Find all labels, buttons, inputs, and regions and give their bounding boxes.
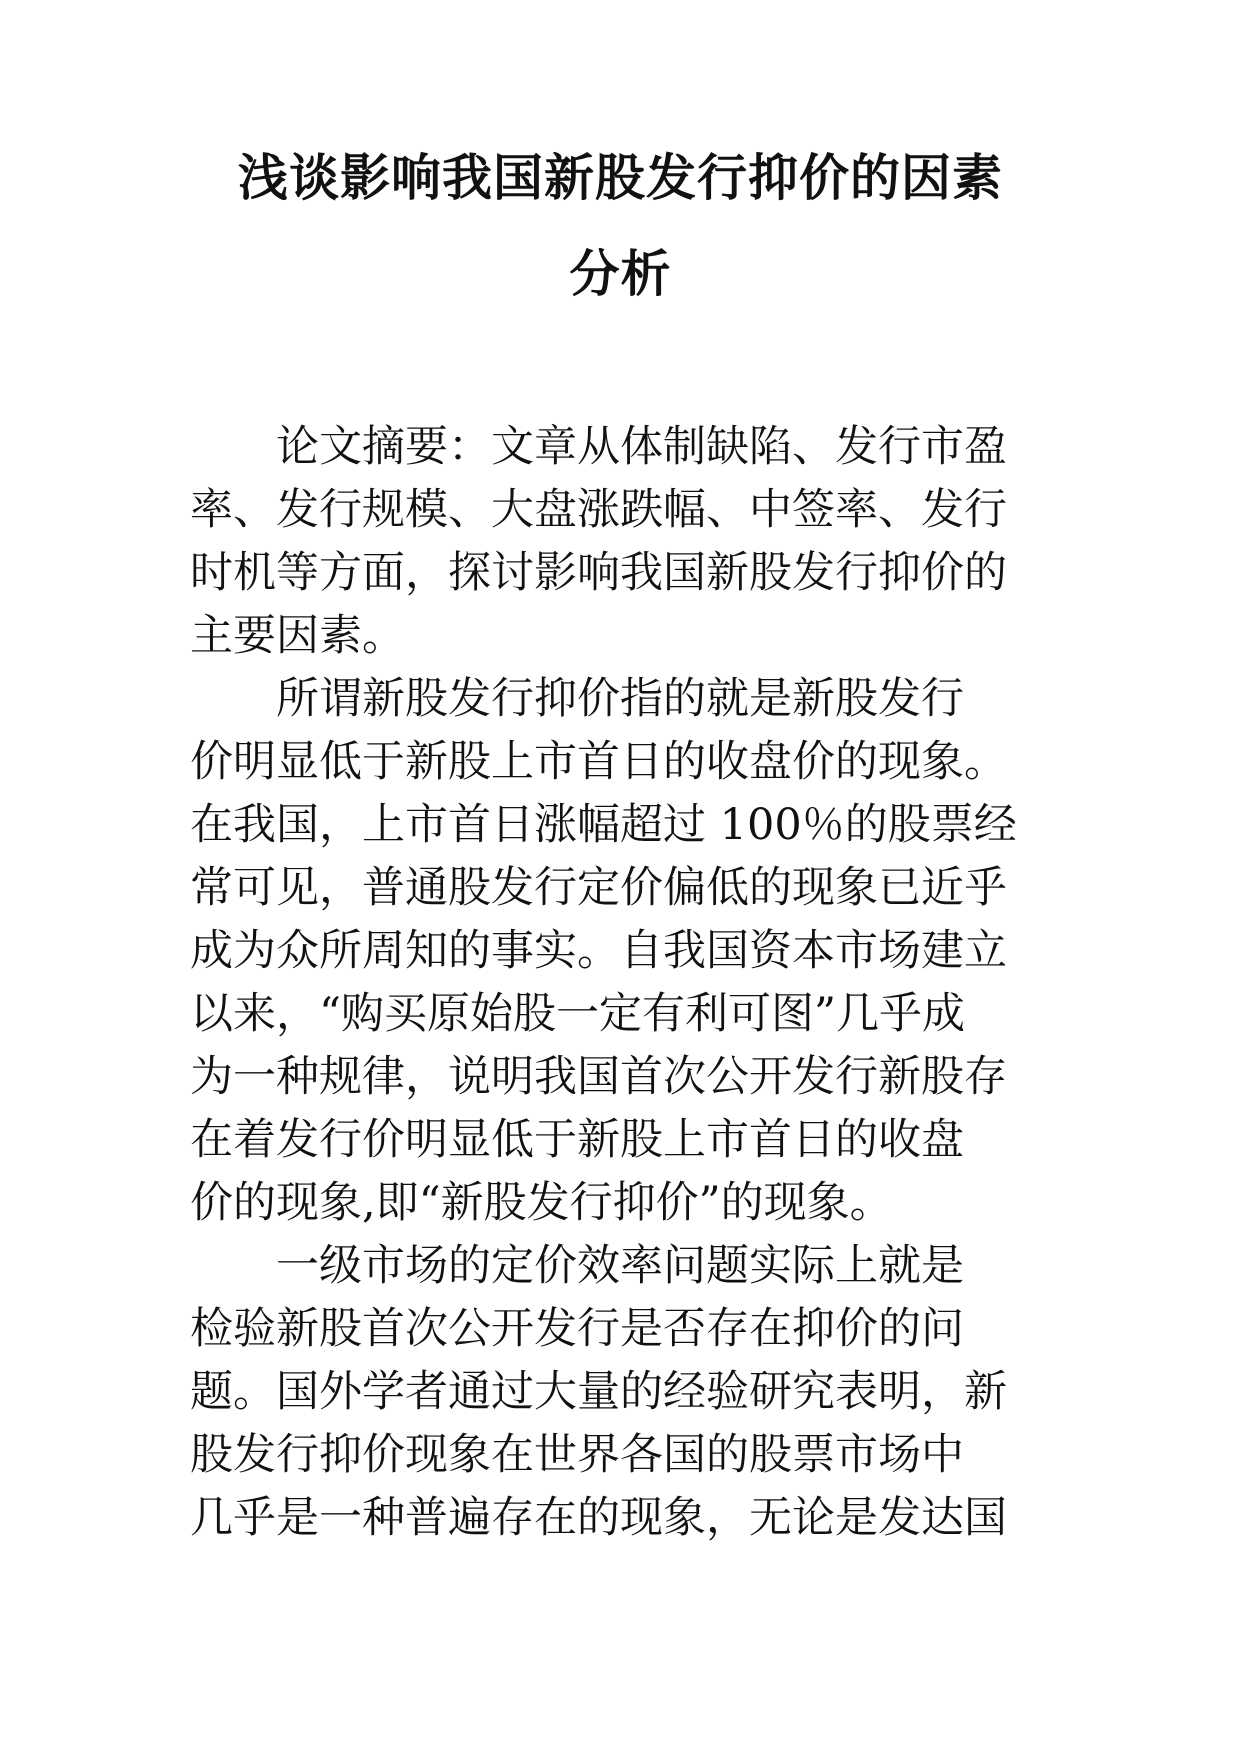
text-line: 一级市场的定价效率问题实际上就是 (276, 1241, 964, 1291)
text-line: 股发行抑价现象在世界各国的股票市场中 (190, 1430, 964, 1480)
paragraph-abstract (190, 416, 1070, 668)
text-line: 论文摘要：文章从体制缺陷、发行市盈 (276, 422, 1007, 472)
document-title (150, 130, 1091, 322)
document-body (190, 416, 1070, 1550)
text-line: 所谓新股发行抑价指的就是新股发行 (276, 674, 964, 724)
text-line: 常可见，普通股发行定价偏低的现象已近乎 (190, 863, 1007, 913)
paragraph-primary-market (190, 1235, 1070, 1550)
text-line: 成为众所周知的事实。自我国资本市场建立 (190, 926, 1007, 976)
text-line: 主要因素。 (190, 611, 405, 661)
text-line: 率、发行规模、大盘涨跌幅、中签率、发行 (190, 485, 1007, 535)
text-line: 在我国，上市首日涨幅超过 100％的股票经 (190, 800, 1017, 850)
title-line-1: 浅谈影响我国新股发行抑价的因素 (238, 149, 1003, 207)
text-line: 检验新股首次公开发行是否存在抑价的问 (190, 1304, 964, 1354)
text-line: 在着发行价明显低于新股上市首日的收盘 (190, 1115, 964, 1165)
text-line: 以来，“购买原始股一定有利可图”几乎成 (190, 989, 965, 1039)
text-line: 几乎是一种普遍存在的现象，无论是发达国 (190, 1493, 1007, 1543)
text-line: 价的现象,即“新股发行抑价”的现象。 (190, 1178, 893, 1228)
text-line: 时机等方面，探讨影响我国新股发行抑价的 (190, 548, 1007, 598)
paragraph-definition (190, 668, 1070, 1235)
text-line: 价明显低于新股上市首日的收盘价的现象。 (190, 737, 1007, 787)
text-line: 为一种规律，说明我国首次公开发行新股存 (190, 1052, 1007, 1102)
title-line-2: 分析 (569, 245, 672, 303)
text-line: 题。国外学者通过大量的经验研究表明，新 (190, 1367, 1007, 1417)
